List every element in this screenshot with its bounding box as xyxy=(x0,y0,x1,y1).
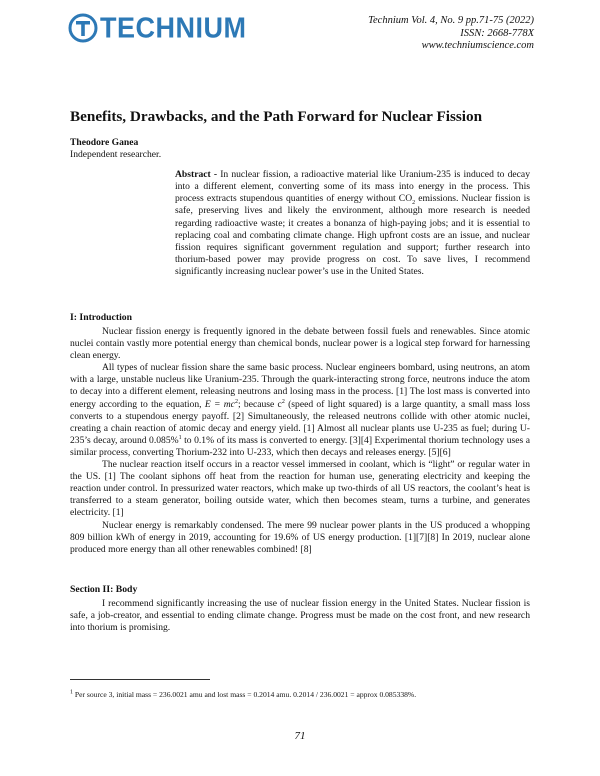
footnote-divider xyxy=(70,679,210,680)
logo-text: TECHNIUM xyxy=(100,11,247,44)
author-block xyxy=(70,137,161,161)
author-name: Theodore Ganea xyxy=(70,137,139,148)
footnote xyxy=(70,690,530,700)
abstract-text-a: In nuclear fission, a radioactive material like Uranium-235 is induced to decay into a different element, converting some of its mass into energy in the process. This process extracts stupendous quantities of energy without CO xyxy=(175,169,530,205)
page-number: 71 xyxy=(294,730,306,742)
paragraph: The nuclear reaction itself occurs in a reactor vessel immersed in coolant, which is “light” or regular water in the US. [1] The coolant siphons off heat from the reaction for human use, generating electricity and keeping the reaction under control. In pressurized water reactors, which make up two-thirds of all US reactors, the coolant’s heat is transferred to a steam generator, boiling outside water, which then becomes steam, turns a turbine, and generates electricity. [1] xyxy=(70,459,530,519)
footnote-marker: 1 xyxy=(70,689,73,696)
section-body xyxy=(70,584,530,634)
paragraph: Nuclear fission energy is frequently ignored in the debate between fossil fuels and renewables. Since atomic nuclei contain vastly more potential energy than chemical bonds, nuclear power is a logical step forward for harnessing clean energy. xyxy=(70,326,530,362)
paragraph-text: All types of nuclear fission share the same basic process. Nuclear engineers bombard, using neutrons, an atom with a large, unstable nucleus like Uranium-235. Through the quark-interacting strong force, neutrons induce the atom to decay into a different element, releasing neutrons and losing mass in the process. [1] The lost mass is converted into energy according to the equation, xyxy=(70,362,530,410)
paragraph-text: to 0.1% of its mass is converted to energy. [3][4] Experimental thorium technology uses a similar process, converting Thorium-232 into U-233, which then decays and releases energy. [5][6] xyxy=(70,434,530,458)
superscript: 2 xyxy=(281,398,285,405)
section-heading: Section II: Body xyxy=(70,584,138,595)
abstract-text-b: emissions. Nuclear fission is safe, preserving lives and likely the environment, although more research is needed regarding radioactive waste; it creates a bonanza of high-paying jobs; and it is essential to replacing coal and combating climate change. High upfront costs are an issue, and nuclear fission requires significant government regulation and support; further research into thorium-based power may provide progress on cost. To save lives, I recommend significantly increasing nuclear power’s use in the United States. xyxy=(175,193,530,278)
section-introduction xyxy=(70,312,530,556)
abstract-label: Abstract - xyxy=(175,169,218,180)
author-affiliation: Independent researcher. xyxy=(70,149,162,160)
paragraph xyxy=(70,362,530,459)
equation: E = mc xyxy=(204,398,235,410)
abstract xyxy=(175,169,530,278)
footnote-ref[interactable]: 1 xyxy=(178,434,182,441)
journal-info xyxy=(368,15,534,53)
superscript: 2 xyxy=(234,398,238,405)
abstract-subscript: 2 xyxy=(412,200,416,207)
paragraph: Nuclear energy is remarkably condensed. The mere 99 nuclear power plants in the US produced a whopping 809 billion kWh of energy in 2019, accounting for 19.6% of US energy production. [1][7][8] In 2019, nuclear alone produced more energy than all other renewables combined! [8] xyxy=(70,519,530,555)
paper-title: Benefits, Drawbacks, and the Path Forward for Nuclear Fission xyxy=(70,108,483,125)
footnote-text: Per source 3, initial mass = 236.0021 amu and lost mass = 0.2014 amu. 0.2014 / 236.0021 = approx 0.085338%. xyxy=(73,690,417,699)
section-heading: I: Introduction xyxy=(70,312,132,323)
journal-citation: Technium Vol. 4, No. 9 pp.71-75 (2022) xyxy=(368,15,534,26)
journal-logo xyxy=(68,12,247,44)
paragraph-text: ; because c xyxy=(237,398,282,410)
journal-website: www.techniumscience.com xyxy=(421,40,534,51)
paragraph: I recommend significantly increasing the use of nuclear fission energy in the United States. Nuclear fission is safe, a job-creator, and essential to ending climate change. Progress must be made on the cost front, and new research into thorium is promising. xyxy=(70,598,530,634)
paragraph-text: (speed of light squared) is a large quantity, a small mass loss converts to a stupendous energy payoff. [2] Simultaneously, the released neutrons collide with other atomic nuclei, creating a chain reaction of atomic decay and energy yield. [1] Almost all nuclear plants use U-235 as fuel; during U-235’s decay, around 0.085% xyxy=(70,398,530,446)
journal-issn: ISSN: 2668-778X xyxy=(460,27,534,39)
technium-logo-icon xyxy=(68,13,98,43)
